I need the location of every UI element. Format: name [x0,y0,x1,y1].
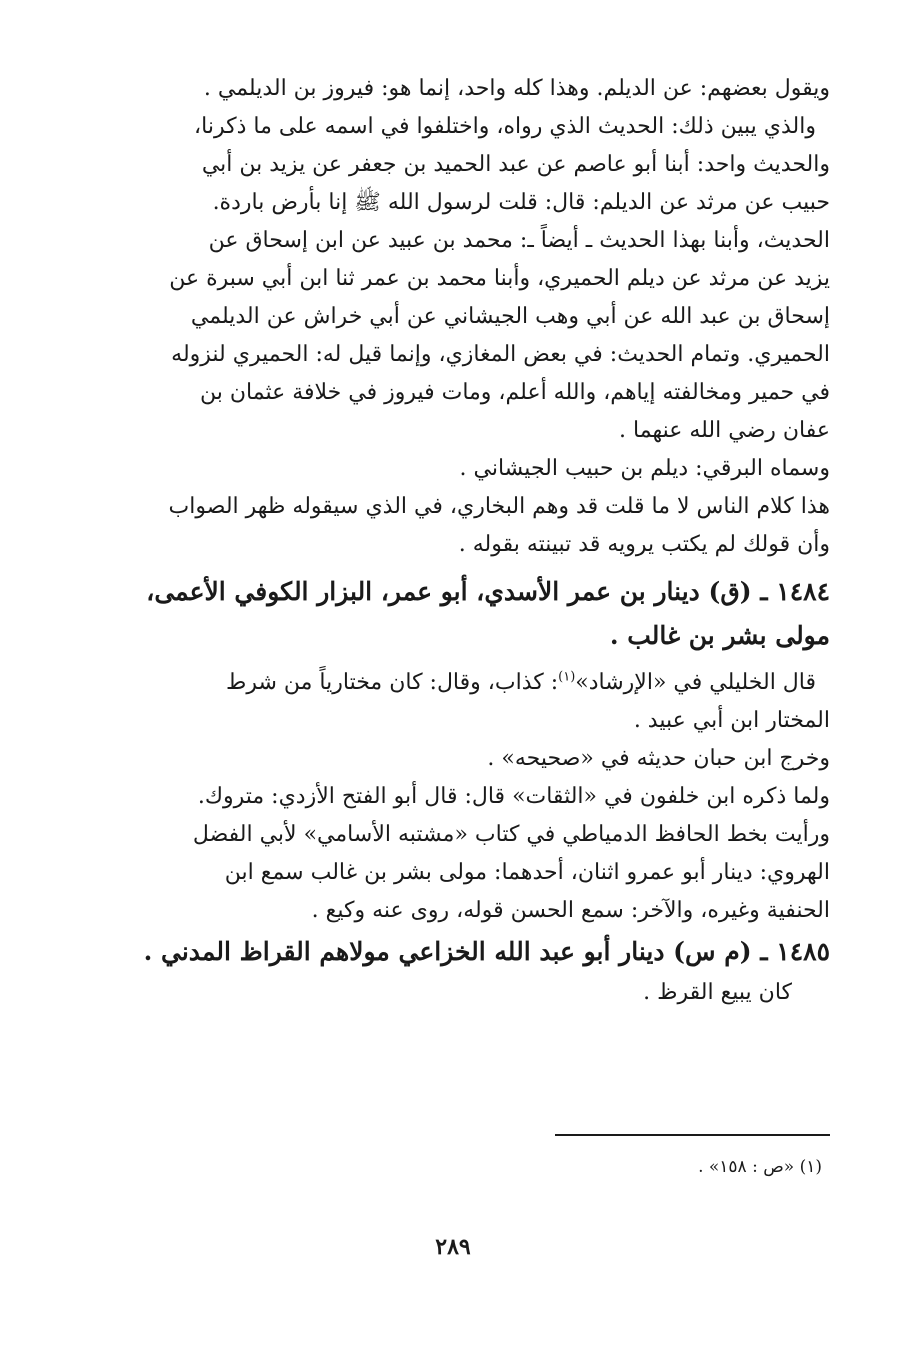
text-line-khalili [110,664,830,702]
text-line: حبيب عن مرثد عن الديلم: قال: قلت لرسول الله ﷺ إنا بأرض باردة. [212,190,830,215]
text-line: الحديث، وأبنا بهذا الحديث ـ أيضاً ـ: محمد بن عبيد عن ابن إسحاق عن [208,228,830,253]
entry-heading-1485: ١٤٨٥ ـ (م س) دينار أبو عبد الله الخزاعي مولاهم القراظ المدني . [143,937,830,966]
text-line: الحميري. وتمام الحديث: في بعض المغازي، وإنما قيل له: الحميري لنزوله [171,342,830,367]
entry-heading-1484 [110,570,830,658]
entry-heading-line: مولى بشر بن غالب . [609,621,830,650]
text-line: عفان رضي الله عنهما . [619,418,830,443]
text-line: وأن قولك لم يكتب يرويه قد تبينته بقوله . [458,532,830,557]
text-line: المختار ابن أبي عبيد . [633,708,830,733]
footnote-divider [555,1134,830,1136]
text-line: إسحاق بن عبد الله عن أبي وهب الجيشاني عن أبي خراش عن الديلمي [190,304,830,329]
entry-heading-line: ١٤٨٤ ـ (ق) دينار بن عمر الأسدي، أبو عمر، البزار الكوفي الأعمى، [146,577,830,606]
text-line: في حمير ومخالفته إياهم، والله أعلم، ومات فيروز في خلافة عثمان بن [200,380,830,405]
text-line-qarz: كان يبيع القرظ . [643,980,792,1005]
text-line: والذي يبين ذلك: الحديث الذي رواه، واختلفوا في اسمه على ما ذكرنا، [194,114,816,139]
poem-lines [110,488,830,564]
text-line: والحديث واحد: أبنا أبو عاصم عن عبد الحميد بن جعفر عن يزيد بن أبي [201,152,830,177]
text-line-hibban: وخرج ابن حبان حديثه في «صحيحه» . [487,746,830,771]
text-line: هذا كلام الناس لا ما قلت قد وهم البخاري، في الذي سيقوله ظهر الصواب [168,494,830,519]
text-line: ويقول بعضهم: عن الديلم. وهذا كله واحد، إنما هو: فيروز بن الديلمي . [203,76,830,101]
footnote-marker: (١) [558,669,576,685]
paragraph-dailami [110,70,830,450]
page-number: ٢٨٩ [435,1234,471,1260]
text-line: الحنفية وغيره، والآخر: سمع الحسن قوله، روى عنه وكيع . [311,898,830,923]
text-span: قال الخليلي في «الإرشاد» [575,670,816,695]
text-line: ورأيت بخط الحافظ الدمياطي في كتاب «مشتبه الأسامي» لأبي الفضل [192,822,830,847]
text-line: الهروي: دينار أبو عمرو اثنان، أحدهما: مولى بشر بن غالب سمع ابن [224,860,830,885]
text-line: يزيد عن مرثد عن ديلم الحميري، وأبنا محمد بن عمر ثنا ابن أبي سبرة عن [169,266,830,291]
text-span: : كذاب، وقال: كان مختارياً من شرط [226,670,559,695]
footnote: (١) «ص : ١٥٨» . [698,1157,822,1177]
text-line-khalfun: ولما ذكره ابن خلفون في «الثقات» قال: قال أبو الفتح الأزدي: متروك. [197,784,830,809]
text-line-barqi: وسماه البرقي: ديلم بن حبيب الجيشاني . [459,456,830,481]
page-body [110,70,830,1012]
paragraph-dimyati [110,816,830,930]
